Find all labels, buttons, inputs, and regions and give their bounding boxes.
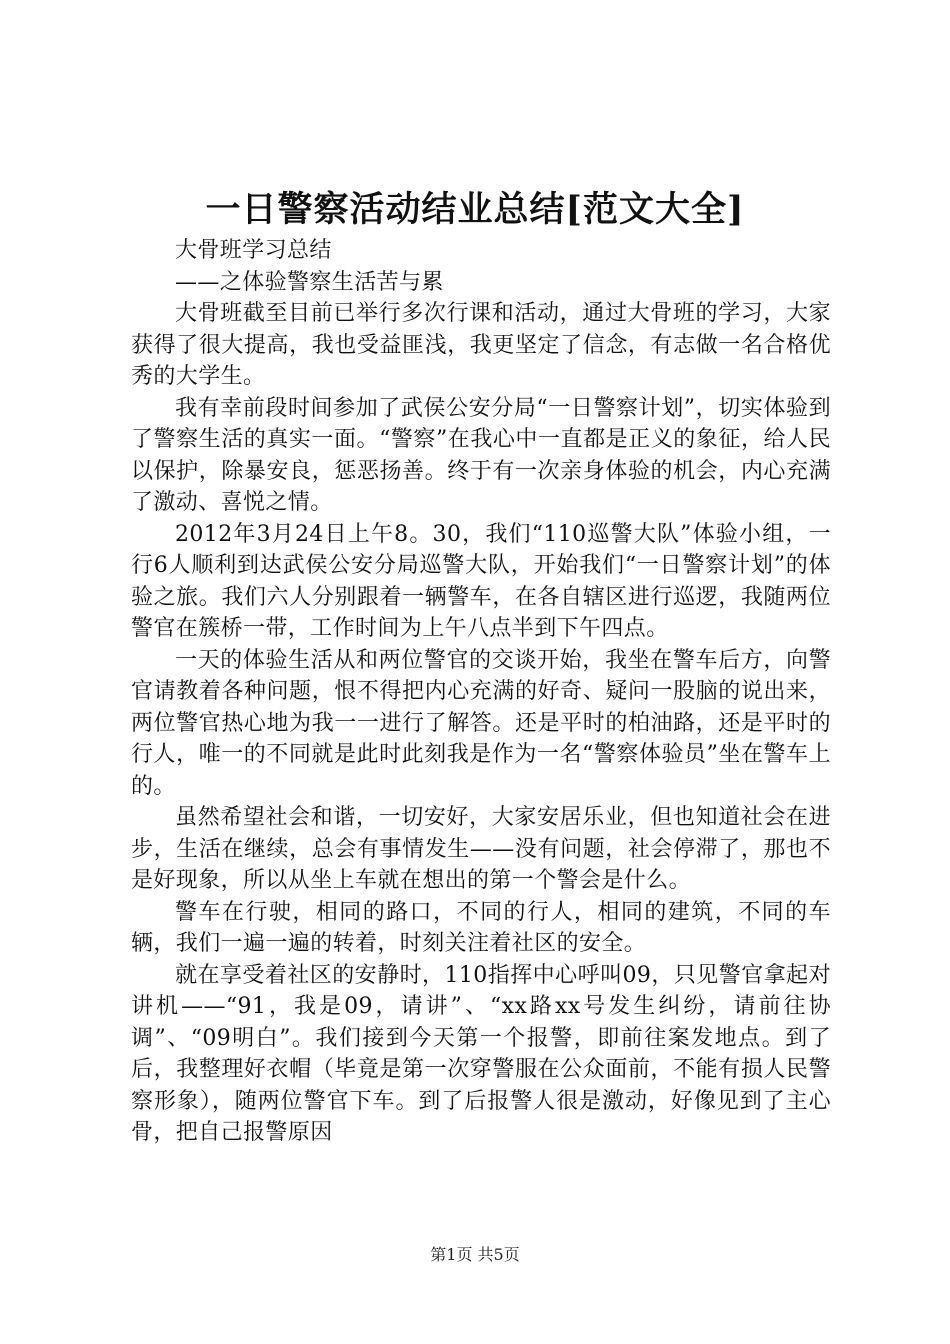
paragraph: 就在享受着社区的安静时，110指挥中心呼叫09，只见警官拿起对讲机——“91，我是09，请讲”、“xx路xx号发生纠纷，请前往协调”、“09明白”。我们接到今天第一个报警，即前往案发地点。到了后，我整理好衣帽（毕竟是第一次穿警服在公众面前，不能有损人民警察形象），随两位警官下车。到了后报警人很是激动，好像见到了主心骨，把自己报警原因 — [131, 962, 831, 1145]
paragraph: 2012年3月24日上午8。30，我们“110巡警大队”体验小组，一行6人顺利到达武侯公安分局巡警大队，开始我们“一日警察计划”的体验之旅。我们六人分别跟着一辆警车，在各自辖区进行巡逻，我随两位警官在簇桥一带，工作时间为上午八点半到下午四点。 — [131, 521, 831, 641]
page-number-footer: 第1页 共5页 — [430, 1245, 520, 1264]
paragraph-heading: 大骨班学习总结 — [175, 238, 332, 263]
paragraph: 我有幸前段时间参加了武侯公安分局“一日警察计划”，切实体验到了警察生活的真实一面。“警察”在我心中一直都是正义的象征，给人民以保护，除暴安良，惩恶扬善。终于有一次亲身体验的机会，内心充满了激动、喜悦之情。 — [131, 395, 831, 515]
document-title: 一日警察活动结业总结[范文大全] — [205, 189, 745, 230]
paragraph: 大骨班截至目前已举行多次行课和活动，通过大骨班的学习，大家获得了很大提高，我也受益匪浅，我更坚定了信念，有志做一名合格优秀的大学生。 — [131, 301, 831, 389]
document-body — [131, 235, 831, 1149]
paragraph-subheading: ——之体验警察生活苦与累 — [175, 269, 444, 295]
paragraph: 警车在行驶，相同的路口，不同的行人，相同的建筑，不同的车辆，我们一遍一遍的转着，时刻关注着社区的安全。 — [131, 899, 831, 956]
paragraph: 一天的体验生活从和两位警官的交谈开始，我坐在警车后方，向警官请教着各种问题，恨不得把内心充满的好奇、疑问一股脑的说出来，两位警官热心地为我一一进行了解答。还是平时的柏油路，还是平时的行人，唯一的不同就是此时此刻我是作为一名“警察体验员”坐在警车上的。 — [131, 647, 831, 799]
paragraph: 虽然希望社会和谐，一切安好，大家安居乐业，但也知道社会在进步，生活在继续，总会有事情发生——没有问题，社会停滞了，那也不是好现象，所以从坐上车就在想出的第一个警会是什么。 — [131, 805, 831, 893]
